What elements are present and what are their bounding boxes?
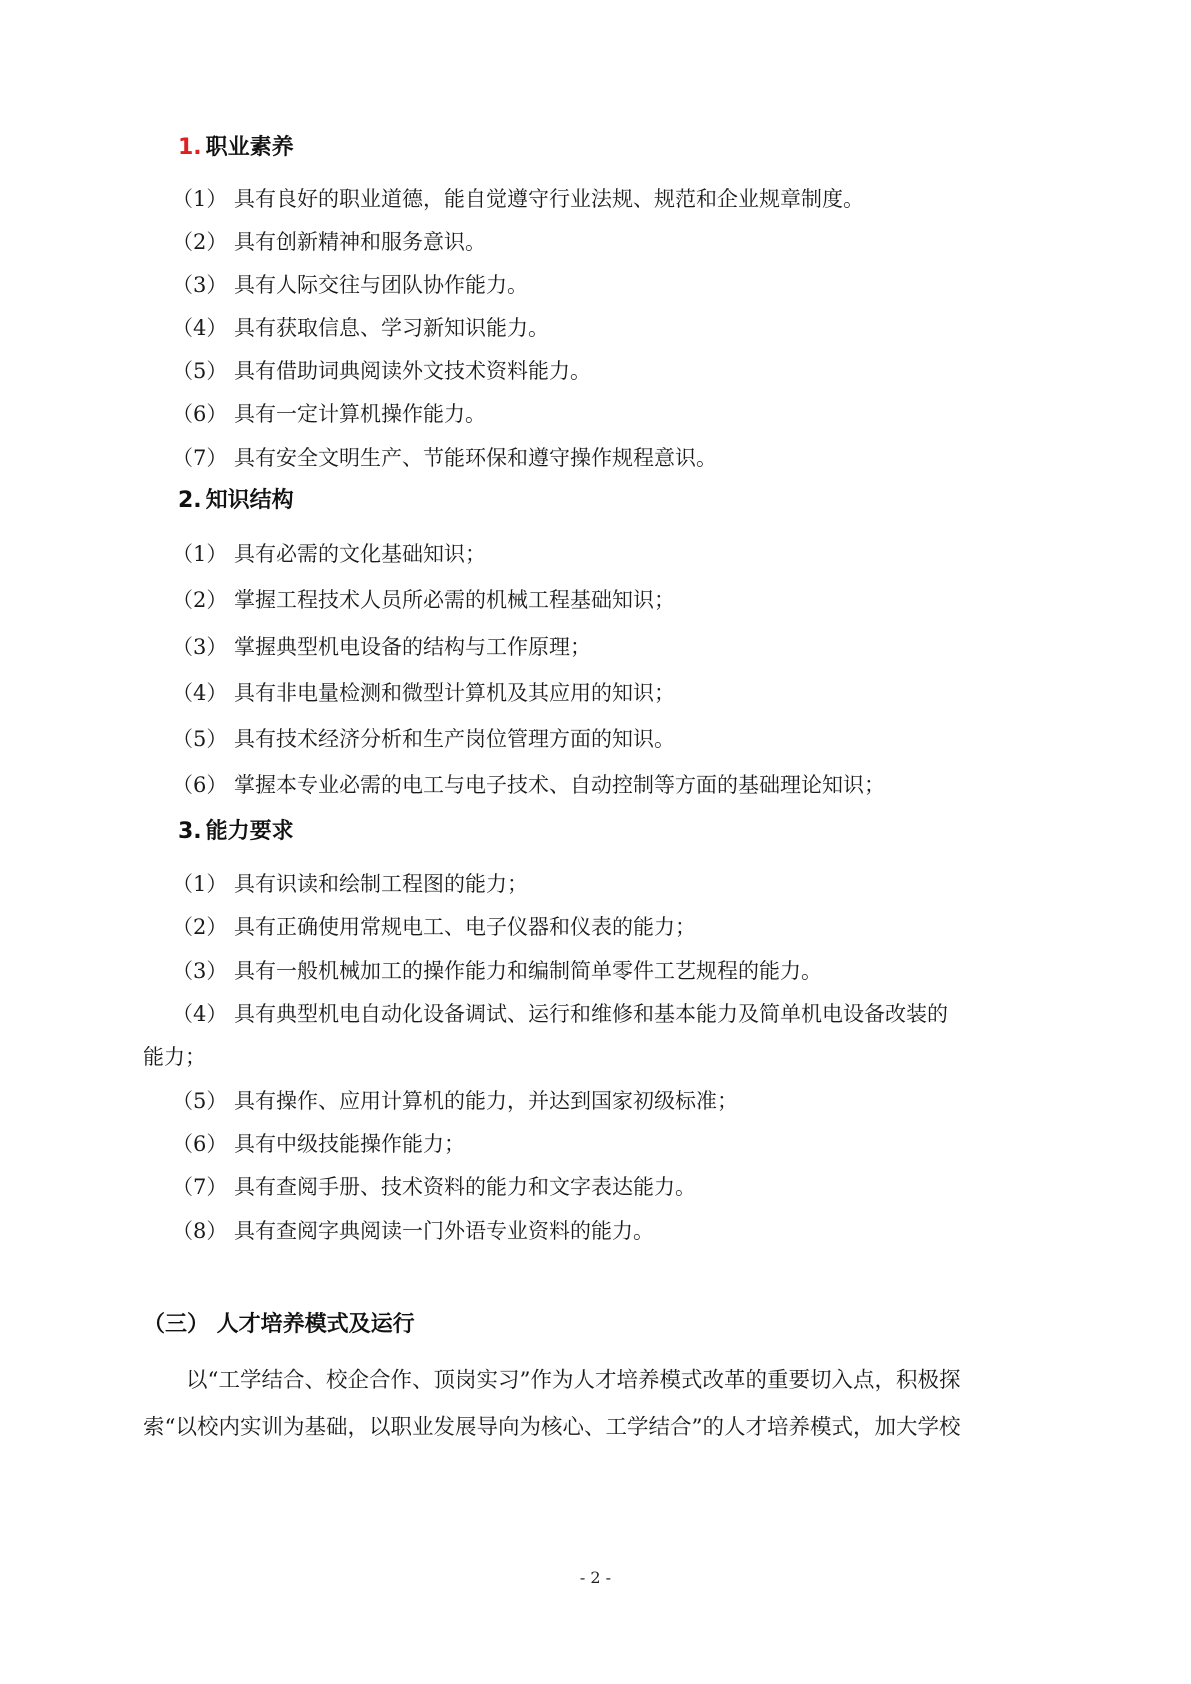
section-3-title: 能力要求 bbox=[205, 819, 294, 844]
list-item: （1） 具有必需的文化基础知识； bbox=[172, 542, 487, 566]
section-2-title: 知识结构 bbox=[205, 488, 294, 513]
list-item: （3） 具有人际交往与团队协作能力。 bbox=[172, 273, 529, 297]
section-3-heading bbox=[178, 817, 294, 847]
list-item: （5） 具有技术经济分析和生产岗位管理方面的知识。 bbox=[172, 727, 676, 751]
list-item: （7） 具有查阅手册、技术资料的能力和文字表达能力。 bbox=[172, 1175, 697, 1199]
list-item: （1） 具有识读和绘制工程图的能力； bbox=[172, 872, 529, 896]
paragraph-line-1: 以“工学结合、校企合作、顶岗实习”作为人才培养模式改革的重要切入点，积极探 bbox=[186, 1368, 961, 1393]
list-item: （1） 具有良好的职业道德，能自觉遵守行业法规、规范和企业规章制度。 bbox=[172, 187, 865, 211]
section-1-title: 职业素养 bbox=[205, 135, 294, 160]
list-item: （2） 掌握工程技术人员所必需的机械工程基础知识； bbox=[172, 588, 676, 612]
section-3-number: 3. bbox=[178, 819, 202, 844]
list-item: （5） 具有借助词典阅读外文技术资料能力。 bbox=[172, 359, 592, 383]
section-1-heading bbox=[178, 133, 294, 163]
list-item: （3） 具有一般机械加工的操作能力和编制简单零件工艺规程的能力。 bbox=[172, 959, 823, 983]
section-2-heading bbox=[178, 486, 294, 516]
list-item: （4） 具有典型机电自动化设备调试、运行和维修和基本能力及简单机电设备改装的 bbox=[172, 1002, 949, 1026]
page-number: - 2 - bbox=[579, 1568, 612, 1587]
section-2-number: 2. bbox=[178, 488, 202, 513]
list-item: （3） 掌握典型机电设备的结构与工作原理； bbox=[172, 635, 592, 659]
list-item-continuation: 能力； bbox=[143, 1045, 206, 1069]
section-three-heading: （三） 人才培养模式及运行 bbox=[143, 1312, 415, 1337]
list-item: （6） 具有中级技能操作能力； bbox=[172, 1132, 466, 1156]
list-item: （6） 掌握本专业必需的电工与电子技术、自动控制等方面的基础理论知识； bbox=[172, 773, 886, 797]
list-item: （5） 具有操作、应用计算机的能力，并达到国家初级标准； bbox=[172, 1089, 739, 1113]
list-item: （2） 具有创新精神和服务意识。 bbox=[172, 230, 487, 254]
list-item: （2） 具有正确使用常规电工、电子仪器和仪表的能力； bbox=[172, 915, 697, 939]
paragraph-line-2: 索“以校内实训为基础，以职业发展导向为核心、工学结合”的人才培养模式，加大学校 bbox=[143, 1415, 961, 1440]
list-item: （4） 具有非电量检测和微型计算机及其应用的知识； bbox=[172, 681, 676, 705]
list-item: （4） 具有获取信息、学习新知识能力。 bbox=[172, 316, 550, 340]
list-item: （8） 具有查阅字典阅读一门外语专业资料的能力。 bbox=[172, 1219, 655, 1243]
list-item: （6） 具有一定计算机操作能力。 bbox=[172, 402, 487, 426]
section-1-number: 1. bbox=[178, 135, 202, 160]
list-item: （7） 具有安全文明生产、节能环保和遵守操作规程意识。 bbox=[172, 446, 718, 470]
